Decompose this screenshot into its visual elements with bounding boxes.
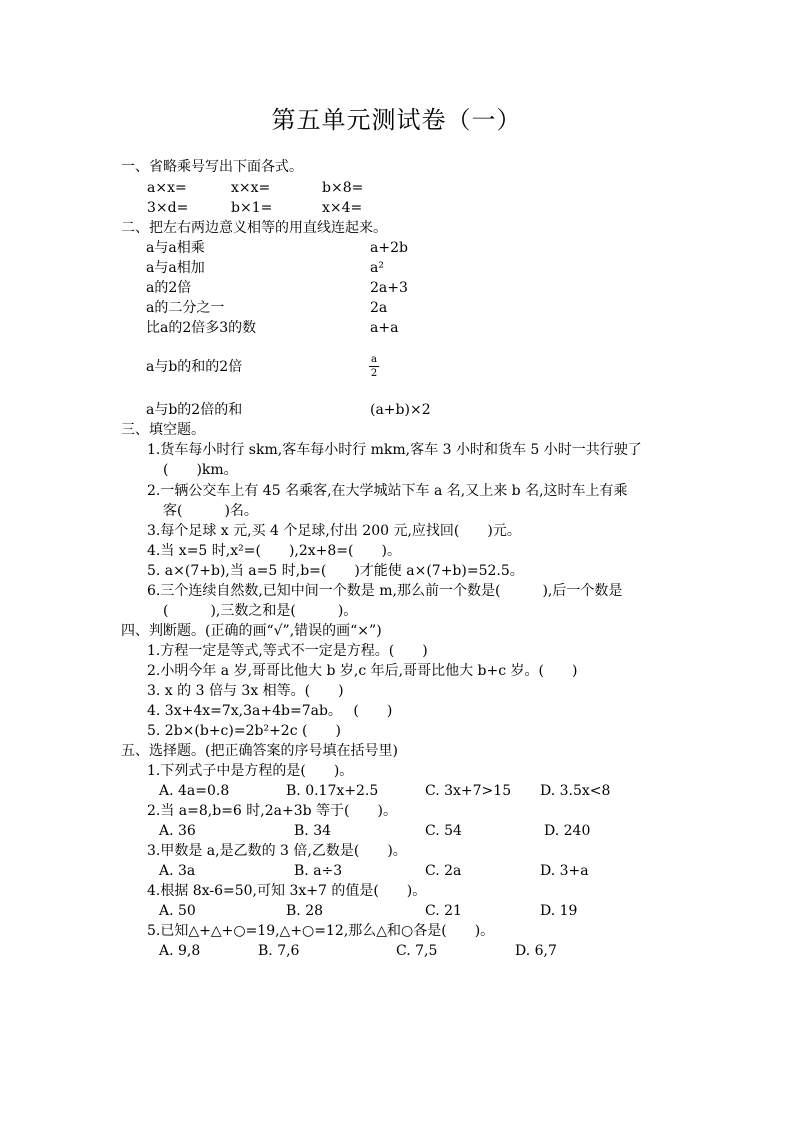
choice-question: 1.下列式子中是方程的是( )。 xyxy=(147,763,354,779)
choice-option-c: C. 7,5 xyxy=(396,943,438,959)
choice-question: 4.根据 8x-6=50,可知 3x+7 的值是( )。 xyxy=(147,883,427,899)
s1-item: b×8= xyxy=(322,180,364,196)
section-4-heading: 四、判断题。(正确的画“√”,错误的画“×”) xyxy=(121,623,382,639)
match-right-item: (a+b)×2 xyxy=(370,402,431,418)
choice-question: 3.甲数是 a,是乙数的 3 倍,乙数是( )。 xyxy=(147,843,407,859)
choice-option-c: C. 3x+7>15 xyxy=(425,783,512,799)
fill-question-line: 2.一辆公交车上有 45 名乘客,在大学城站下车 a 名,又上来 b 名,这时车上有乘 xyxy=(147,483,628,499)
match-left-item: a与a相乘 xyxy=(146,240,205,256)
match-left-item: a的2倍 xyxy=(146,280,192,296)
choice-option-a: A. 9,8 xyxy=(159,943,201,959)
s1-item: 3×d= xyxy=(147,200,189,216)
choice-option-d: D. 19 xyxy=(540,903,578,919)
match-right-item: a+2b xyxy=(370,240,408,256)
page-title: 第五单元测试卷（一） xyxy=(271,106,522,134)
choice-option-b: B. 7,6 xyxy=(258,943,300,959)
fill-question-line: 4.当 x=5 时,x²=( ),2x+8=( )。 xyxy=(147,543,401,559)
choice-option-b: B. 28 xyxy=(286,903,324,919)
s1-item: b×1= xyxy=(231,200,273,216)
choice-option-c: C. 54 xyxy=(425,823,462,839)
judge-question: 3. x 的 3 倍与 3x 相等。( ) xyxy=(147,683,344,699)
choice-option-a: A. 4a=0.8 xyxy=(159,783,230,799)
fill-question-line: 5. a×(7+b),当 a=5 时,b=( )才能使 a×(7+b)=52.5。 xyxy=(147,563,524,579)
fill-question-line: 3.每个足球 x 元,买 4 个足球,付出 200 元,应找回( )元。 xyxy=(147,523,521,539)
judge-question: 2.小明今年 a 岁,哥哥比他大 b 岁,c 年后,哥哥比他大 b+c 岁。( ) xyxy=(147,663,578,679)
choice-option-a: A. 50 xyxy=(159,903,196,919)
choice-option-c: C. 21 xyxy=(425,903,462,919)
fraction-denominator: 2 xyxy=(370,368,378,379)
section-3-heading: 三、填空题。 xyxy=(121,422,205,438)
match-right-item: a+a xyxy=(370,320,399,336)
judge-question: 1.方程一定是等式,等式不一定是方程。( ) xyxy=(147,643,428,659)
s1-item: x×x= xyxy=(231,180,271,196)
match-right-item: 2a xyxy=(370,300,388,316)
choice-option-b: B. a÷3 xyxy=(294,863,343,879)
match-left-item: a的二分之一 xyxy=(146,300,225,316)
section-5-heading: 五、选择题。(把正确答案的序号填在括号里) xyxy=(121,743,398,759)
match-left-item: a与b的和的2倍 xyxy=(146,359,243,375)
match-left-item: a与a相加 xyxy=(146,260,205,276)
match-right-item: 2a+3 xyxy=(370,280,408,296)
fill-question-line: 6.三个连续自然数,已知中间一个数是 m,那么前一个数是( ),后一个数是 xyxy=(147,583,623,599)
judge-question: 4. 3x+4x=7x,3a+4b=7ab。 ( ) xyxy=(147,703,393,719)
s1-item: a×x= xyxy=(147,180,187,196)
fill-question-line: 客( )名。 xyxy=(163,503,258,519)
choice-option-a: A. 36 xyxy=(159,823,196,839)
choice-option-b: B. 34 xyxy=(294,823,332,839)
section-2-heading: 二、把左右两边意义相等的用直线连起来。 xyxy=(121,220,387,236)
choice-question: 5.已知△+△+○=19,△+○=12,那么△和○各是( )。 xyxy=(147,923,495,939)
section-1-heading: 一、省略乘号写出下面各式。 xyxy=(121,159,303,175)
choice-option-c: C. 2a xyxy=(425,863,462,879)
choice-option-d: D. 3.5x<8 xyxy=(540,783,611,799)
s1-item: x×4= xyxy=(322,200,363,216)
choice-question: 2.当 a=8,b=6 时,2a+3b 等于( )。 xyxy=(147,803,397,819)
fraction-a-over-2 xyxy=(369,354,379,379)
choice-option-a: A. 3a xyxy=(159,863,196,879)
choice-option-d: D. 240 xyxy=(544,823,591,839)
choice-option-d: D. 3+a xyxy=(540,863,589,879)
choice-option-d: D. 6,7 xyxy=(515,943,557,959)
judge-question: 5. 2b×(b+c)=2b²+2c ( ) xyxy=(147,723,341,739)
fill-question-line: ( ),三数之和是( )。 xyxy=(163,603,358,619)
choice-option-b: B. 0.17x+2.5 xyxy=(286,783,379,799)
match-left-item: 比a的2倍多3的数 xyxy=(146,320,257,336)
match-left-item: a与b的2倍的和 xyxy=(146,402,243,418)
fraction-bar xyxy=(369,366,379,367)
fraction-numerator: a xyxy=(371,354,377,365)
fill-question-line: 1.货车每小时行 skm,客车每小时行 mkm,客车 3 小时和货车 5 小时一共行驶了 xyxy=(147,442,642,458)
match-right-item: a² xyxy=(370,260,384,276)
fill-question-line: ( )km。 xyxy=(163,462,238,478)
